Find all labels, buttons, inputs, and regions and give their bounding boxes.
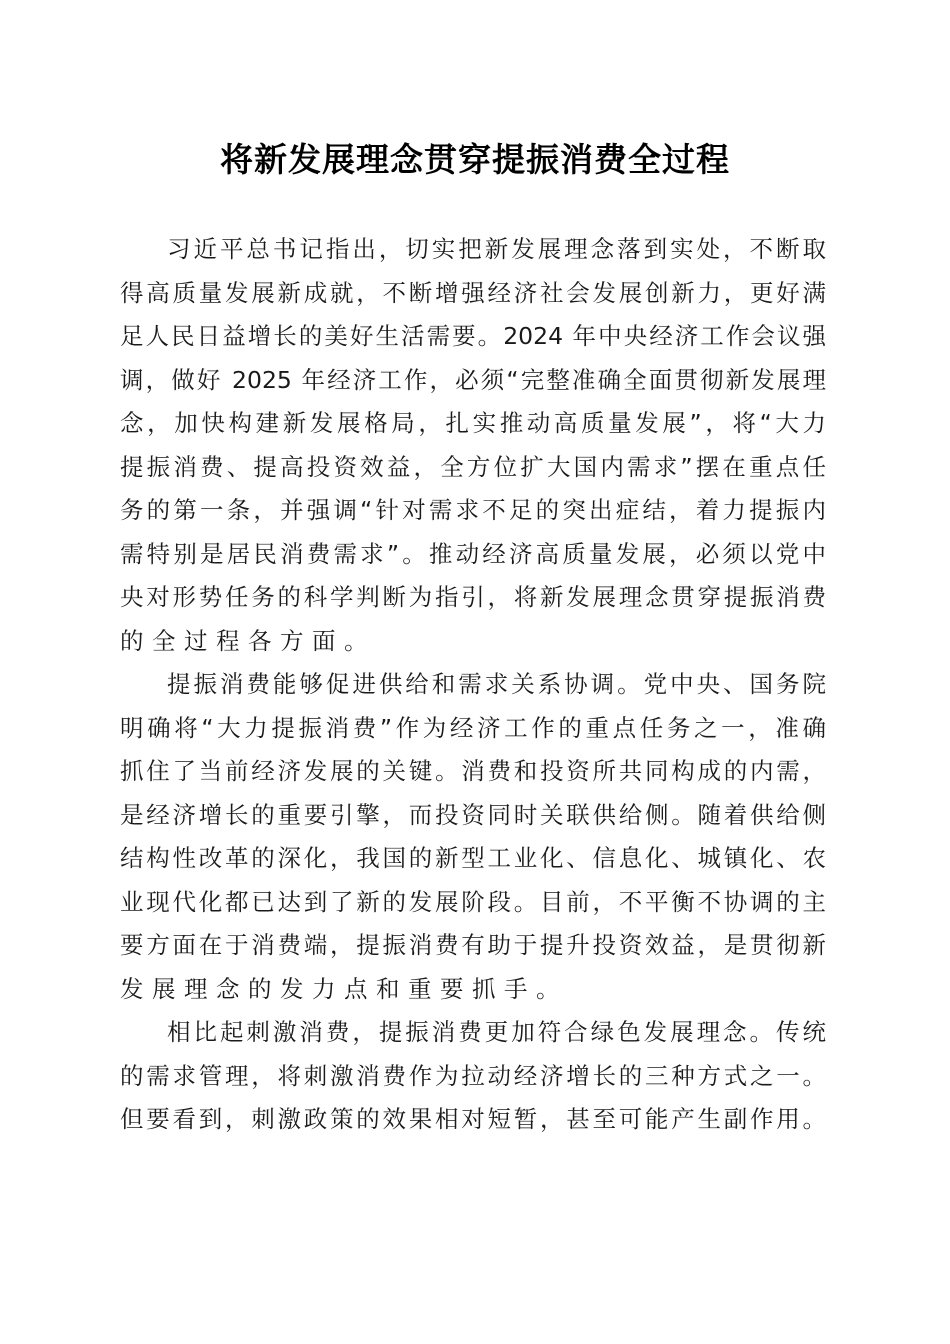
text-line: 结构性改革的深化，我国的新型工业化、信息化、城镇化、农 [120, 844, 826, 872]
text-line: 务的第一条，并强调“针对需求不足的突出症结，着力提振内 [120, 496, 826, 524]
text-line: 念，加快构建新发展格局，扎实推动高质量发展”，将“大力 [120, 409, 826, 437]
paragraph-1 [120, 228, 826, 663]
text-line: 得高质量发展新成就，不断增强经济社会发展创新力，更好满 [120, 278, 826, 307]
text-line: 提振消费能够促进供给和需求关系协调。党中央、国务院 [167, 670, 826, 698]
document-body [120, 228, 826, 1142]
text-line: 但要看到，刺激政策的效果相对短暂，甚至可能产生副作用。 [120, 1105, 826, 1133]
text-line: 抓住了当前经济发展的关键。消费和投资所共同构成的内需， [120, 757, 826, 785]
text-line: 的需求管理，将刺激消费作为拉动经济增长的三种方式之一。 [120, 1061, 826, 1090]
text-line: 业现代化都已达到了新的发展阶段。目前，不平衡不协调的主 [120, 887, 826, 916]
text-line: 足人民日益增长的美好生活需要。2024 年中央经济工作会议强 [120, 322, 826, 350]
text-line: 提振消费、提高投资效益，全方位扩大国内需求”摆在重点任 [120, 452, 826, 481]
paragraph-3 [120, 1011, 826, 1142]
text-line: 的全过程各方面。 [120, 626, 376, 655]
text-line: 要方面在于消费端，提振消费有助于提升投资效益，是贯彻新 [120, 931, 826, 959]
text-line: 习近平总书记指出，切实把新发展理念落到实处，不断取 [167, 235, 826, 263]
text-line: 明确将“大力提振消费”作为经济工作的重点任务之一，准确 [120, 713, 826, 742]
paragraph-2 [120, 663, 826, 1011]
text-line: 发展理念的发力点和重要抓手。 [120, 974, 568, 1003]
text-line: 相比起刺激消费，提振消费更加符合绿色发展理念。传统 [167, 1018, 826, 1046]
text-line: 调，做好 2025 年经济工作，必须“完整准确全面贯彻新发展理 [120, 365, 826, 394]
text-line: 是经济增长的重要引擎，而投资同时关联供给侧。随着供给侧 [120, 800, 826, 829]
text-line: 需特别是居民消费需求”。推动经济高质量发展，必须以党中 [120, 539, 826, 568]
text-line: 央对形势任务的科学判断为指引，将新发展理念贯穿提振消费 [120, 583, 826, 611]
document-title: 将新发展理念贯穿提振消费全过程 [220, 140, 730, 179]
